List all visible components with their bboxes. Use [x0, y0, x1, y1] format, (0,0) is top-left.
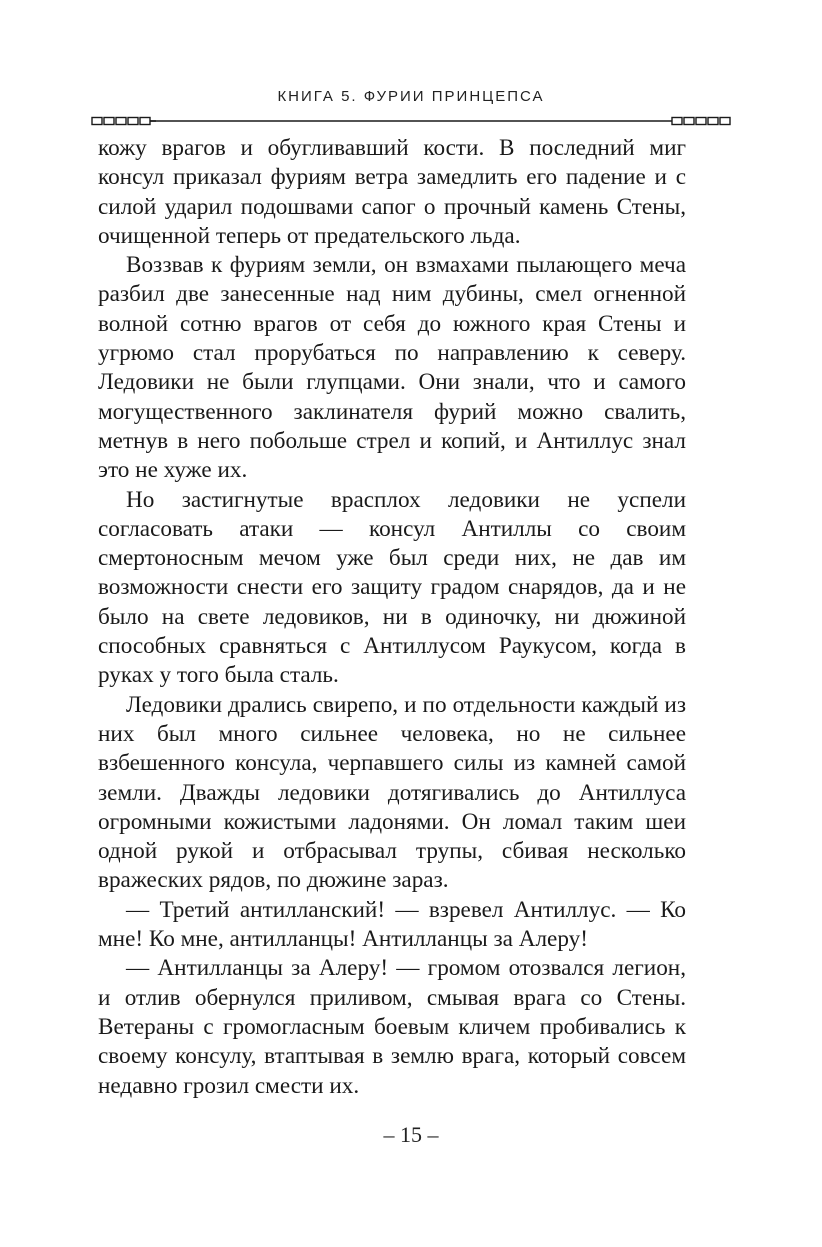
paragraph: Ледовики дрались свирепо, и по отдельности каждый из них был много сильнее человека, но не сильнее взбешенного консула, черпавшего силы из камней самой земли. Дважды ледовики дотягивались до Антиллуса огромными кожистыми ладонями. Он ломал таким шеи одной рукой и отбрасывал трупы, сбивая несколько вражеских рядов, по дюжине зараз.	[98, 691, 686, 894]
paragraph: Воззвав к фуриям земли, он взмахами пылающего меча разбил две занесенные над ним дубины, смел огненной волной сотню врагов от себя до южного края Стены и угрюмо стал прорубаться по направлению к северу. Ледовики не были глупцами. Они знали, что и самого могущественного заклинателя фурий можно свалить, метнув в него побольше стрел и копий, и Антиллус знал это не хуже их.	[98, 252, 686, 484]
paragraph: Но застигнутые врасплох ледовики не успели согласовать атаки — консул Антиллы со своим смертоносным мечом уже был среди них, не дав им возможности снести его защиту градом снарядов, да и не было на свете ледовиков, ни в одиночку, ни дюжиной способных сравняться с Антиллусом Раукусом, когда в руках у того была сталь.	[98, 486, 686, 689]
dialogue-paragraph: — Антилланцы за Алеру! — громом отозвался легион, и отлив обернулся приливом, смывая врага со Стены. Ветераны с громогласным боевым кличем пробивались к своему консулу, втаптывая в землю врага, который совсем недавно грозил смести их.	[98, 955, 686, 1099]
page-number: – 15 –	[383, 1122, 439, 1147]
dialogue-paragraph: — Третий антилланский! — взревел Антиллус. — Ко мне! Ко мне, антилланцы! Антилланцы за Алеру!	[98, 896, 686, 953]
running-title: КНИГА 5. ФУРИИ ПРИНЦЕПСА	[277, 88, 545, 105]
body-text	[98, 134, 686, 1101]
paragraph: кожу врагов и обугливавший кости. В последний миг консул приказал фуриям ветра замедлить его падение и с силой ударил подошвами сапог о прочный камень Стены, очищенной теперь от предательского льда.	[98, 135, 686, 249]
header-ornament-rule	[90, 114, 732, 128]
